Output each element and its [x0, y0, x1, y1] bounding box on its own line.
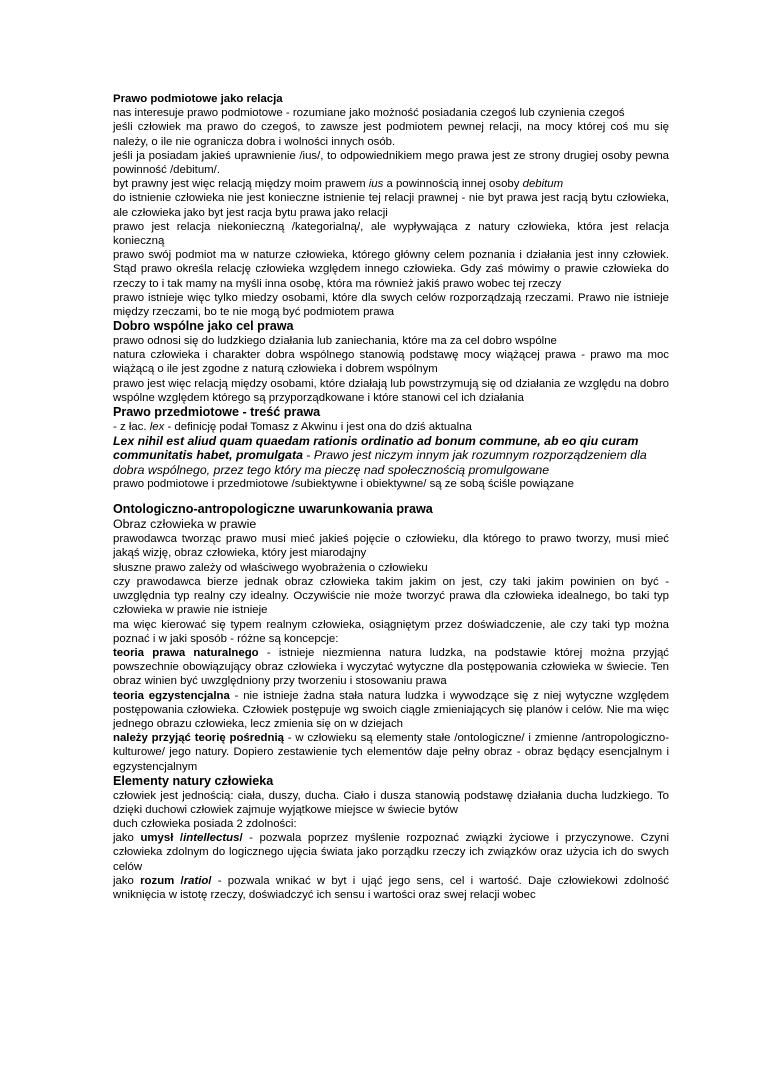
section-heading: Ontologiczno-antropologiczne uwarunkowania prawa: [113, 502, 433, 517]
section-heading: Prawo przedmiotowe - treść prawa: [113, 405, 321, 420]
spacer: [113, 491, 669, 502]
bold-term: należy przyjąć teorię pośrednią: [113, 732, 284, 745]
italic-term: lex: [149, 420, 165, 433]
paragraph: do istnienie człowieka nie jest konieczne istnienie tej relacji prawnej - nie byt prawa jest racją bytu człowieka, ale człowieka jako byt jest racja bytu prawa jako relacji: [113, 192, 669, 219]
document-page: [113, 92, 669, 902]
section-heading: Dobro wspólne jako cel prawa: [113, 319, 294, 334]
paragraph: byt prawny jest więc relacją między moim prawem ius a powinnością innej osoby debitum: [113, 178, 564, 191]
subsection-heading: Obraz człowieka w prawie: [113, 517, 257, 532]
section-heading: Prawo podmiotowe jako relacja: [113, 93, 283, 105]
latin-definition: Lex nihil est aliud quam quaedam rationis ordinatio ad bonum commune, ab eo qiu curam communitatis habet, promulgata - Prawo jest niczym innym jak rozumnym rozporządzeniem dla dobra wspólnego, przez tego który ma pieczę nad społecznością promulgowane: [113, 434, 647, 477]
bold-italic-term: intellectus: [183, 832, 240, 845]
paragraph: czy prawodawca bierze jednak obraz człowieka takim jakim on jest, czy taki jakim powinien on być - uwzględnia typ realny czy idealny. Oczywiście nie może tworzyć prawa dla człowieka idealnego, bo taki typ człowieka w prawie nie istnieje: [113, 575, 669, 617]
bold-term: teoria prawa naturalnego: [113, 646, 259, 659]
paragraph: prawo odnosi się do ludzkiego działania lub zaniechania, które ma za cel dobro wspólne: [113, 335, 557, 348]
latin-quote: Lex nihil est aliud quam quaedam rationis ordinatio ad bonum commune, ab eo qiu curam communitatis habet, promulgata: [113, 434, 639, 463]
paragraph: należy przyjąć teorię pośrednią - w człowieku są elementy stałe /ontologiczne/ i zmienne /antropologiczno-kulturowe/ jego natury. Dopiero zestawienie tych elementów daje pełny obraz - obraz będący esencjalnym i egzystencjalnym: [113, 732, 669, 773]
paragraph: prawo istnieje więc tylko miedzy osobami, które dla swych celów rozporządzają rzeczami. Prawo nie istnieje między rzeczami, bo te nie mogą być podmiotem prawa: [113, 291, 669, 319]
paragraph: prawodawca tworząc prawo musi mieć jakieś pojęcie o człowieku, dla którego to prawo tworzy, musi mieć jakąś wizję, obraz człowieka, który jest miarodajny: [113, 533, 669, 560]
bold-italic-term: ratio: [183, 874, 209, 887]
paragraph: prawo jest relacja niekonieczną /kategorialną/, ale wypływająca z natury człowieka, która jest relacja konieczną: [113, 220, 669, 248]
paragraph: prawo swój podmiot ma w naturze człowieka, którego główny celem poznania i działania jest inny człowiek. Stąd prawo określa relację człowieka względem innego człowieka. Gdy zaś mówimy o prawie człowieka do rzeczy to i tak mamy na myśli inna osobę, która ma również jakiś prawo wobec tej rzeczy: [113, 249, 669, 290]
paragraph: teoria egzystencjalna - nie istnieje żadna stała natura ludzka i wywodzące się z niej wytyczne względem postępowania człowieka. Człowiek postępuje wg swoich ciągle zmieniających się planów i celów. Nie ma więc jednego obrazu człowieka, lecz zmienia się on w dziejach: [113, 689, 669, 730]
section-heading: Elementy natury człowieka: [113, 773, 274, 788]
italic-term: debitum: [522, 178, 564, 191]
bold-term: teoria egzystencjalna: [113, 689, 230, 702]
italic-term: ius: [368, 178, 384, 191]
paragraph: słuszne prawo zależy od właściwego wyobrażenia o człowieku: [113, 561, 428, 574]
paragraph: jeśli człowiek ma prawo do czegoś, to zawsze jest podmiotem pewnej relacji, na mocy której coś mu się należy, o ile nie ogranicza dobra i wolności innych osób.: [113, 121, 669, 148]
paragraph: duch człowieka posiada 2 zdolności:: [113, 817, 297, 830]
bold-term: rozum /: [140, 874, 184, 887]
paragraph: prawo jest więc relacją między osobami, które działają lub powstrzymują się od działania ze względu na dobro wspólne względem którego są przyporządkowane i które stanowi cel ich działania: [113, 377, 669, 404]
paragraph: człowiek jest jednością: ciała, duszy, ducha. Ciało i dusza stanowią podstawę działania ducha ludzkiego. To dzięki duchowi człowiek zajmuje wyjątkowe miejsce w świecie bytów: [113, 789, 669, 816]
bold-term: umysł /: [140, 832, 184, 845]
paragraph: jako rozum /ratio/ - pozwala wnikać w byt i ująć jego sens, cel i wartość. Daje człowiekowi zdolność wniknięcia w istotę rzeczy, doświadczyć ich sensu i wartości oraz swej relacji wobec: [113, 874, 669, 901]
paragraph: ma więc kierować się typem realnym człowieka, osiągniętym przez doświadczenie, ale czy taki typ można poznać i w jaki sposób - różne są koncepcje:: [113, 618, 669, 645]
paragraph: teoria prawa naturalnego - istnieje niezmienna natura ludzka, na podstawie której można przyjąć powszechnie obowiązujący obraz człowieka i wyczytać wytyczne dla postępowania człowieka w świecie. Ten obraz winien być uwzględniony przy tworzeniu i stosowaniu prawa: [113, 646, 670, 688]
paragraph: jeśli ja posiadam jakieś uprawnienie /ius/, to odpowiednikiem mego prawa jest ze strony drugiej osoby pewna powinność /debitum/.: [113, 149, 669, 177]
paragraph: prawo podmiotowe i przedmiotowe /subiektywne i obiektywne/ są ze sobą ściśle powiązane: [113, 478, 574, 491]
paragraph: natura człowieka i charakter dobra wspólnego stanowią podstawę mocy wiążącej prawa - prawo ma moc wiążącą o ile jest zgodne z naturą człowieka i dobrem wspólnym: [113, 349, 669, 376]
paragraph: - z łac. lex - definicję podał Tomasz z Akwinu i jest ona do dziś aktualna: [113, 420, 472, 433]
paragraph: nas interesuje prawo podmiotowe - rozumiane jako możność posiadania czegoś lub czynienia czegoś: [113, 107, 625, 120]
latin-translation: Prawo jest niczym innym jak rozumnym rozporządzeniem dla dobra wspólnego, przez tego który ma pieczę nad społecznością promulgowane: [113, 448, 647, 477]
paragraph: jako umysł /intellectus/ - pozwala poprzez myślenie rozpoznać związki życiowe i przyczynowe. Czyni człowieka zdolnym do logicznego ujęcia świata jako porządku rzeczy ich związków oraz użycia ich do swych celów: [113, 832, 669, 873]
